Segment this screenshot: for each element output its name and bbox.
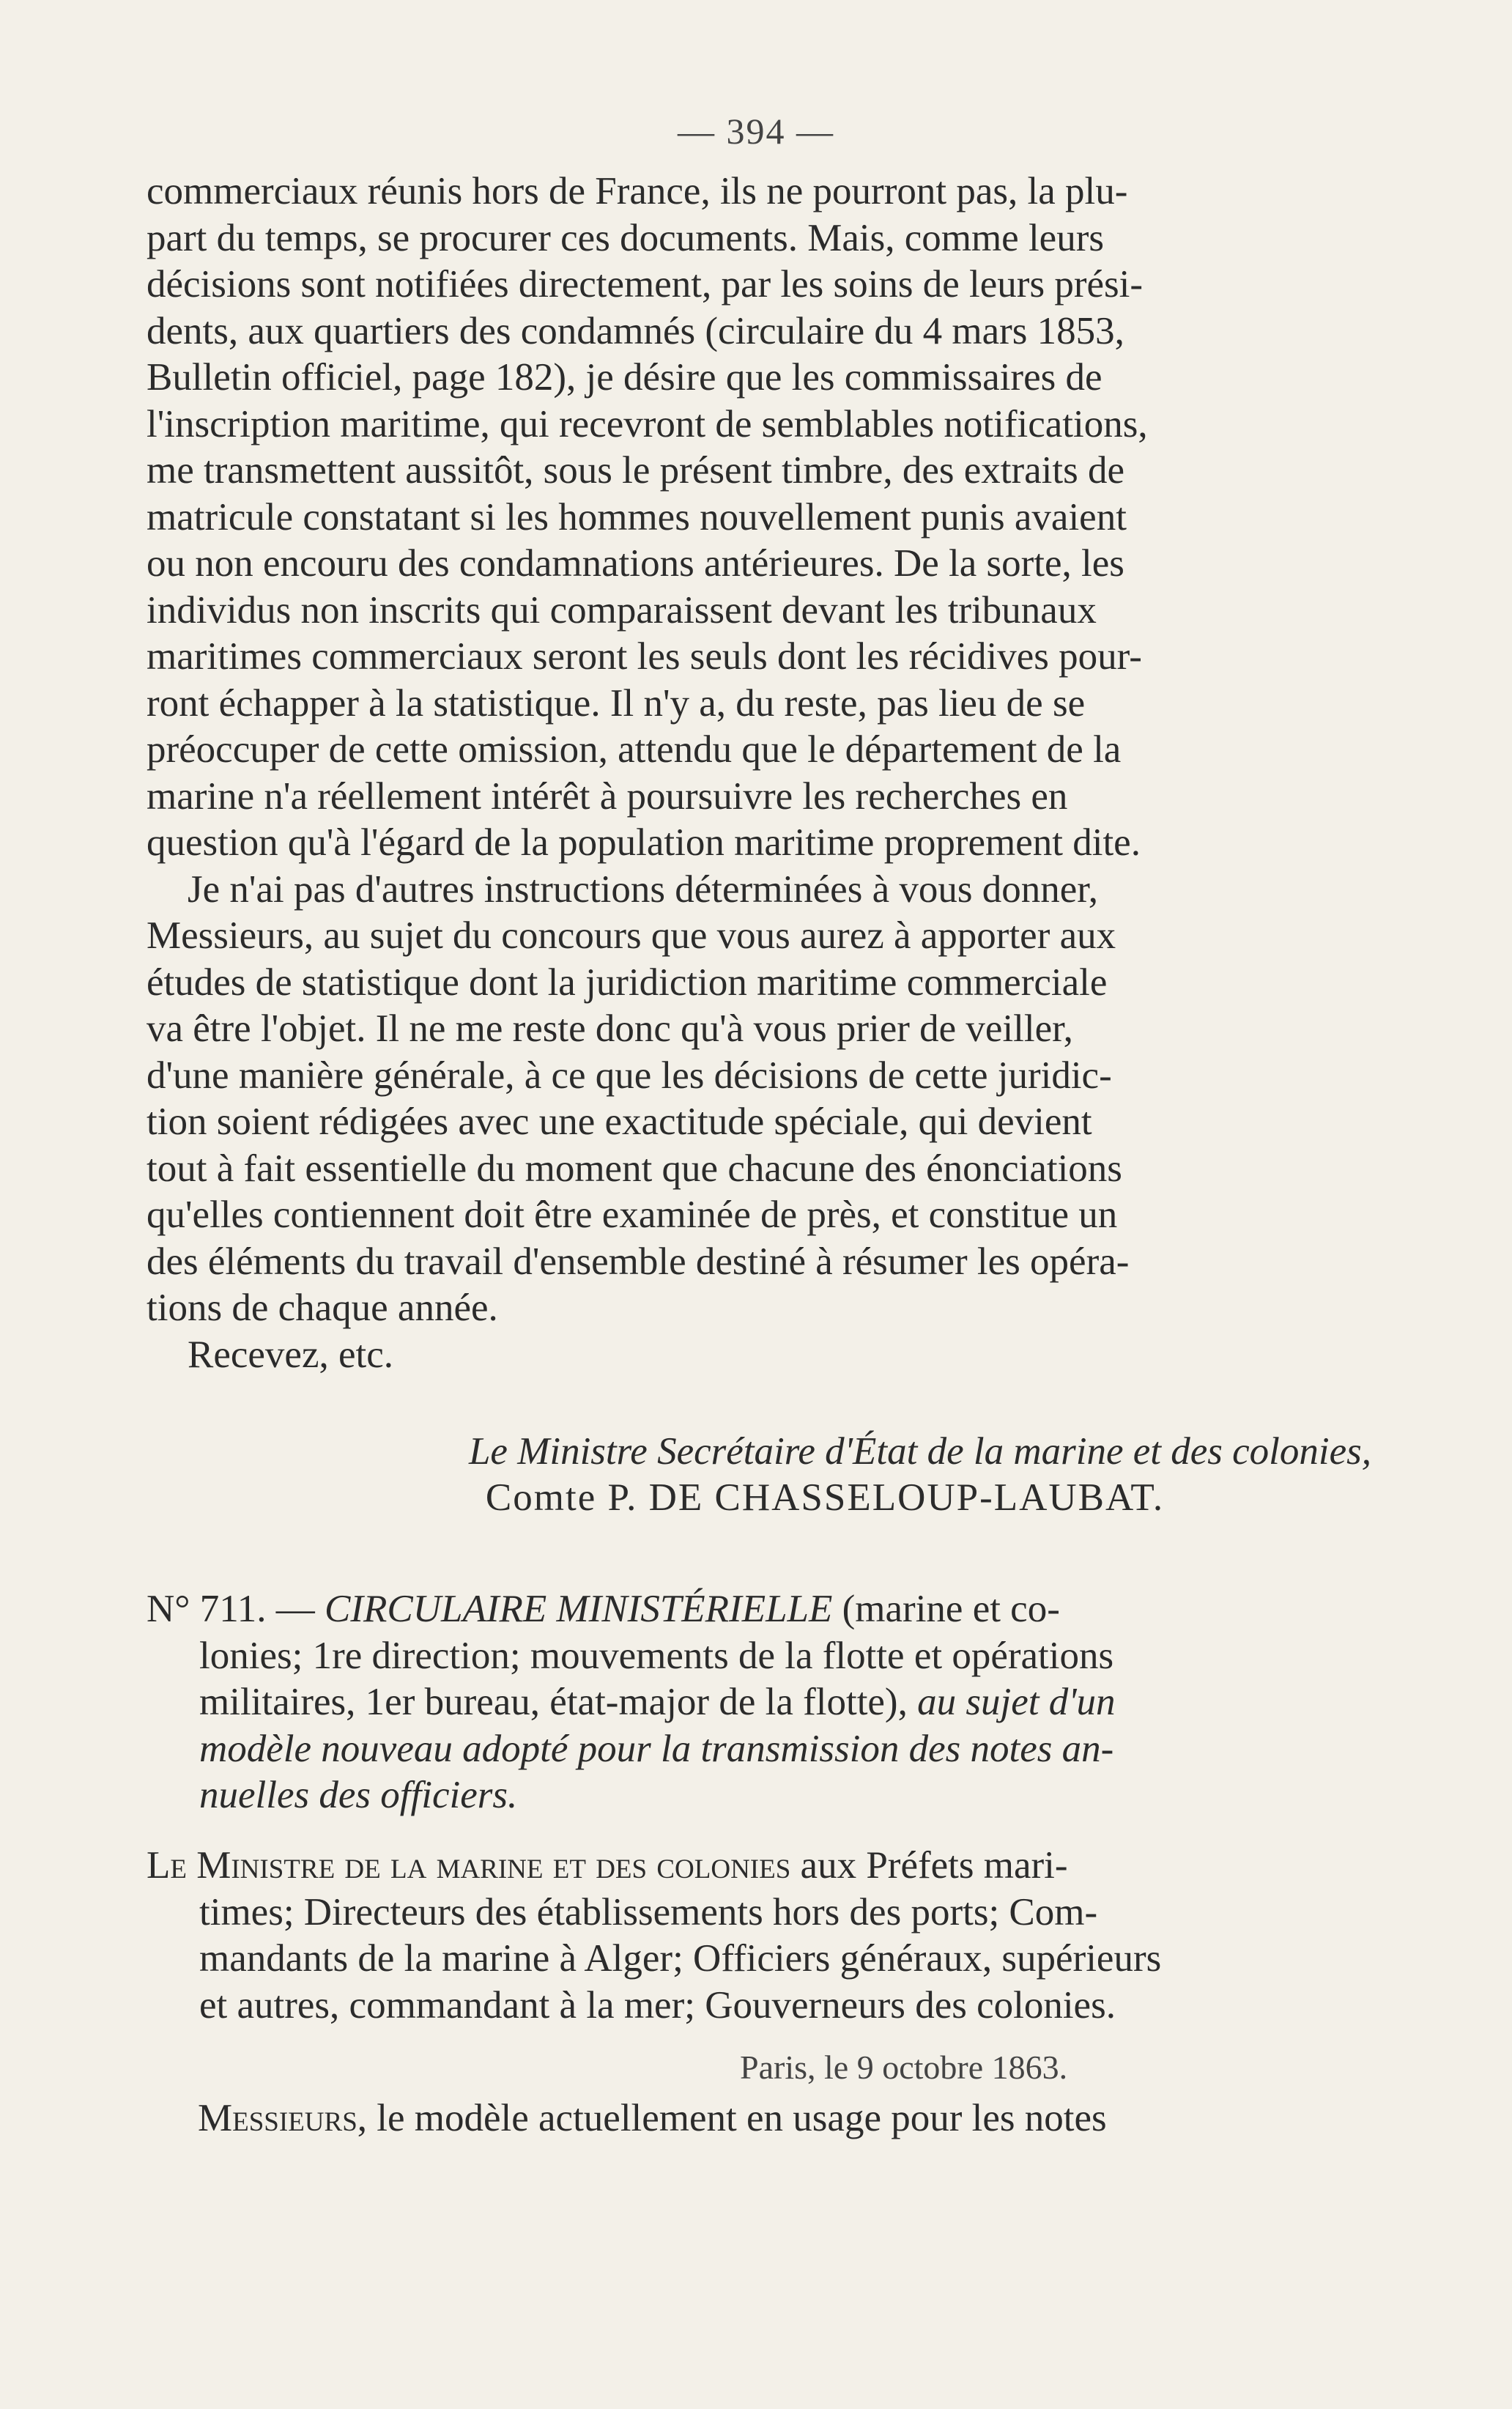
text-line: tion soient rédigées avec une exactitude spéciale, qui devient bbox=[147, 1100, 1092, 1143]
text-line: tions de chaque année. bbox=[147, 1287, 498, 1329]
signature-title: Le Ministre Secrétaire d'État de la marine et des colonies, bbox=[468, 1430, 1371, 1473]
circular-title-continuation: (marine et co- bbox=[842, 1588, 1060, 1630]
text-line: études de statistique dont la juridiction maritime commerciale bbox=[147, 961, 1108, 1004]
salutation: Messieurs, bbox=[198, 2097, 368, 2139]
signature-block bbox=[147, 1429, 1371, 1521]
text-line: Bulletin officiel, page 182), je désire que les commissaires de bbox=[147, 356, 1102, 399]
text-line: dents, aux quartiers des condamnés (circulaire du 4 mars 1853, bbox=[147, 309, 1124, 352]
final-text: le modèle actuellement en usage pour les notes bbox=[377, 2097, 1107, 2139]
address-sender: Le Ministre de la marine et des colonies bbox=[147, 1844, 791, 1887]
circular-dash: — bbox=[275, 1588, 315, 1630]
text-line: question qu'à l'égard de la population maritime proprement dite. bbox=[147, 821, 1141, 864]
circular-heading-line-1 bbox=[147, 1586, 1371, 1633]
text-line: l'inscription maritime, qui recevront de semblables notifications, bbox=[147, 402, 1148, 445]
text-line: Messieurs, au sujet du concours que vous aurez à apporter aux bbox=[147, 914, 1116, 957]
address-recipients: aux Préfets mari- bbox=[800, 1844, 1068, 1887]
dateline: Paris, le 9 octobre 1863. bbox=[740, 2049, 1068, 2086]
text-line: tout à fait essentielle du moment que chacune des énonciations bbox=[147, 1147, 1122, 1190]
text-line: qu'elles contiennent doit être examinée de près, et constitue un bbox=[147, 1194, 1118, 1236]
address-line: times; Directeurs des établissements hors des ports; Com- bbox=[199, 1890, 1098, 1934]
text-line: matricule constatant si les hommes nouvellement punis avaient bbox=[147, 495, 1127, 539]
circular-subject: au sujet d'un bbox=[917, 1681, 1116, 1723]
circular-heading-line: lonies; 1re direction; mouvements de la flotte et opérations bbox=[199, 1634, 1114, 1677]
circular-number: N° 711. bbox=[147, 1588, 267, 1630]
page-number: — 394 — bbox=[678, 111, 834, 152]
text-line: Je n'ai pas d'autres instructions déterminées à vous donner, bbox=[188, 867, 1099, 911]
circular-heading bbox=[147, 1586, 1371, 1819]
circular-heading-line bbox=[147, 1679, 1371, 1726]
signature-name: Comte P. DE CHASSELOUP-LAUBAT. bbox=[485, 1476, 1165, 1519]
address-line: et autres, commandant à la mer; Gouverneurs des colonies. bbox=[199, 1983, 1116, 2027]
text-line: me transmettent aussitôt, sous le présent timbre, des extraits de bbox=[147, 449, 1124, 492]
circular-subject-line: modèle nouveau adopté pour la transmission des notes an- bbox=[199, 1727, 1114, 1770]
text-line: individus non inscrits qui comparaissent devant les tribunaux bbox=[147, 588, 1097, 632]
body-paragraph-1 bbox=[147, 169, 1371, 1378]
circular-title: CIRCULAIRE MINISTÉRIELLE bbox=[325, 1588, 833, 1630]
text-line: ront échapper à la statistique. Il n'y a, du reste, pas lieu de se bbox=[147, 681, 1086, 725]
text-line: des éléments du travail d'ensemble destiné à résumer les opéra- bbox=[147, 1240, 1130, 1283]
address-line-1 bbox=[147, 1843, 1371, 1890]
text-line: marine n'a réellement intérêt à poursuivre les recherches en bbox=[147, 774, 1068, 818]
text-line: préoccuper de cette omission, attendu que le département de la bbox=[147, 728, 1122, 771]
text-line: d'une manière générale, à ce que les décisions de cette juridic- bbox=[147, 1054, 1112, 1097]
text-line: part du temps, se procurer ces documents. Mais, comme leurs bbox=[147, 216, 1104, 259]
text-line: ou non encouru des condamnations antérieures. De la sorte, les bbox=[147, 542, 1124, 585]
address-line: mandants de la marine à Alger; Officiers généraux, supérieurs bbox=[199, 1937, 1162, 1980]
final-line bbox=[198, 2095, 1371, 2142]
address-block bbox=[147, 1843, 1371, 2029]
circular-heading-text: militaires, 1er bureau, état-major de la flotte), bbox=[199, 1681, 908, 1723]
text-line: va être l'objet. Il ne me reste donc qu'à vous prier de veiller, bbox=[147, 1007, 1073, 1050]
closing-line: Recevez, etc. bbox=[188, 1333, 393, 1376]
text-line: décisions sont notifiées directement, par les soins de leurs prési- bbox=[147, 263, 1143, 306]
text-line: commerciaux réunis hors de France, ils ne pourront pas, la plu- bbox=[147, 170, 1128, 212]
circular-subject-line: nuelles des officiers. bbox=[199, 1774, 518, 1816]
text-line: maritimes commerciaux seront les seuls dont les récidives pour- bbox=[147, 635, 1142, 678]
